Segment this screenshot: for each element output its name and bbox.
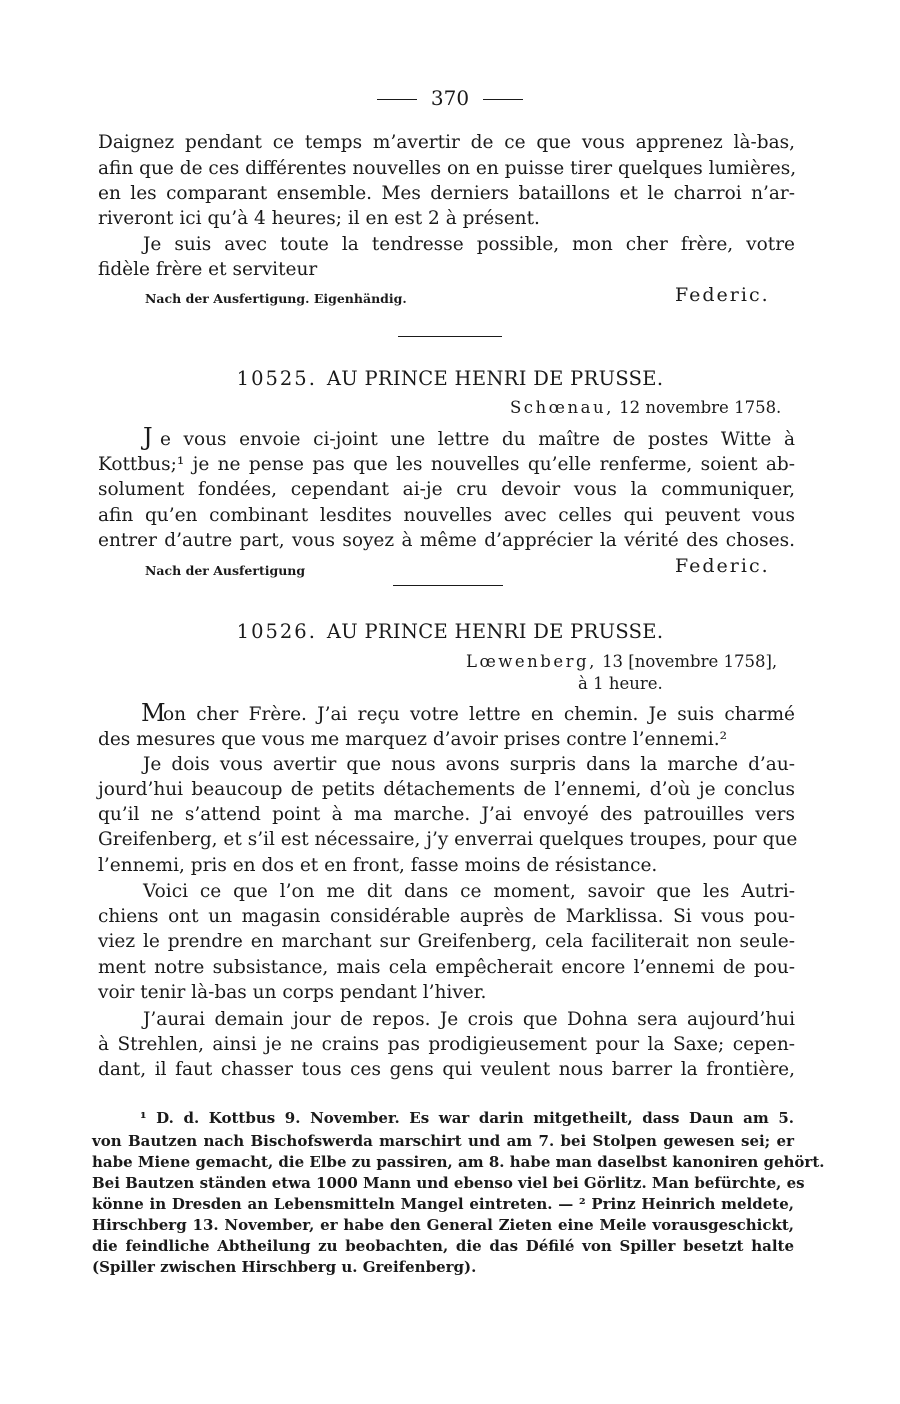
footnote-line: Hirschberg 13. November, er habe den General Zieten eine Meile vorausgeschickt,	[92, 1216, 794, 1234]
text-line: Je suis avec toute la tendresse possible, mon cher frère, votre	[143, 234, 795, 255]
header-dash-left	[377, 99, 417, 100]
text-line: viez le prendre en marchant sur Greifenberg, cela faciliterait non seule-	[98, 931, 795, 952]
text-line: afin qu’en combinant lesdites nouvelles avec celles qui peuvent vous	[98, 505, 795, 526]
text-line: à Strehlen, ainsi je ne crains pas prodigieusement pour la Saxe; cepen-	[98, 1034, 795, 1055]
letter-date: 13 [novembre 1758],	[602, 652, 778, 671]
footnote-line: habe Miene gemacht, die Elbe zu passiren, am 8. habe man daselbst kanoniren gehört.	[92, 1153, 825, 1171]
source-note: Nach der Ausfertigung	[145, 563, 306, 578]
text-line: ment notre subsistance, mais cela empêcherait encore l’ennemi de pou-	[98, 957, 795, 978]
text-line: Kottbus;¹ je ne pense pas que les nouvelles qu’elle renferme, soient ab-	[98, 454, 795, 475]
letter-number: 10526.	[236, 620, 317, 643]
text-line: on cher Frère. J’ai reçu votre lettre en chemin. Je suis charmé	[163, 704, 795, 725]
section-divider	[398, 336, 502, 337]
text-line: voir tenir là-bas un corps pendant l’hiver.	[98, 982, 487, 1003]
text-line: solument fondées, cependant ai-je cru devoir vous la communiquer,	[98, 479, 795, 500]
footnote-line: die feindliche Abtheilung zu beobachten, die das Défilé von Spiller besetzt halte	[92, 1237, 794, 1255]
text-line: Greifenberg, et s’il est nécessaire, j’y enverrai quelques troupes, pour que	[98, 829, 798, 850]
text-line: e vous envoie ci-joint une lettre du maître de postes Witte à	[160, 429, 795, 450]
text-line: qu’il ne s’attend point à ma marche. J’ai envoyé des patrouilles vers	[98, 804, 795, 825]
text-line: fidèle frère et serviteur	[98, 259, 318, 280]
letter-number: 10525.	[236, 367, 317, 390]
footnote-line: (Spiller zwischen Hirschberg u. Greifenberg).	[92, 1258, 477, 1276]
text-line: Je dois vous avertir que nous avons surpris dans la marche d’au-	[143, 754, 795, 775]
text-line: l’ennemi, pris en dos et en front, fasse moins de résistance.	[98, 855, 658, 876]
letter-title: AU PRINCE HENRI DE PRUSSE.	[326, 367, 664, 390]
footnote-line: von Bautzen nach Bischofswerda marschirt und am 7. bei Stolpen gewesen sei; er	[92, 1132, 794, 1150]
letter-time: à 1 heure.	[578, 674, 663, 693]
place-date	[466, 652, 777, 671]
letter-heading	[0, 620, 900, 643]
signature: Federic.	[675, 555, 770, 577]
footnote-line: könne in Dresden an Lebensmitteln Mangel eintreten. — ² Prinz Heinrich meldete,	[92, 1195, 794, 1213]
text-line: Daignez pendant ce temps m’avertir de ce que vous apprenez là-bas,	[98, 132, 795, 153]
place-name: Lœwenberg,	[466, 652, 597, 671]
text-line: en les comparant ensemble. Mes derniers bataillons et le charroi n’ar-	[98, 183, 795, 204]
text-line: entrer d’autre part, vous soyez à même d’apprécier la vérité des choses.	[98, 530, 795, 551]
text-line: dant, il faut chasser tous ces gens qui veulent nous barrer la frontière,	[98, 1059, 795, 1080]
section-divider	[393, 585, 503, 586]
letter-heading	[0, 367, 900, 390]
page-number: 370	[430, 86, 470, 110]
text-line: riveront ici qu’à 4 heures; il en est 2 à présent.	[98, 208, 540, 229]
letter-date: 12 novembre 1758.	[619, 398, 782, 417]
text-line: Voici ce que l’on me dit dans ce moment, savoir que les Autri-	[143, 881, 795, 902]
initial-letter: M	[141, 699, 166, 727]
place-name: Schœnau,	[510, 398, 614, 417]
header-dash-right	[483, 99, 523, 100]
footnote-line: Bei Bautzen ständen etwa 1000 Mann und ebenso viel bei Görlitz. Man befürchte, es	[92, 1174, 805, 1192]
text-line: afin que de ces différentes nouvelles on en puisse tirer quelques lumières,	[98, 158, 797, 179]
text-line: jourd’hui beaucoup de petits détachements de l’ennemi, d’où je conclus	[98, 779, 795, 800]
signature: Federic.	[675, 284, 770, 306]
place-date	[510, 398, 781, 417]
footnote-line: ¹ D. d. Kottbus 9. November. Es war darin mitgetheilt, dass Daun am 5.	[140, 1109, 794, 1127]
source-note: Nach der Ausfertigung. Eigenhändig.	[145, 291, 407, 306]
text-line: chiens ont un magasin considérable auprès de Marklissa. Si vous pou-	[98, 906, 795, 927]
letter-title: AU PRINCE HENRI DE PRUSSE.	[326, 620, 664, 643]
page-header	[0, 86, 900, 110]
initial-letter: J	[143, 423, 153, 451]
text-line: J’aurai demain jour de repos. Je crois que Dohna sera aujourd’hui	[143, 1009, 795, 1030]
text-line: des mesures que vous me marquez d’avoir prises contre l’ennemi.²	[98, 729, 728, 750]
